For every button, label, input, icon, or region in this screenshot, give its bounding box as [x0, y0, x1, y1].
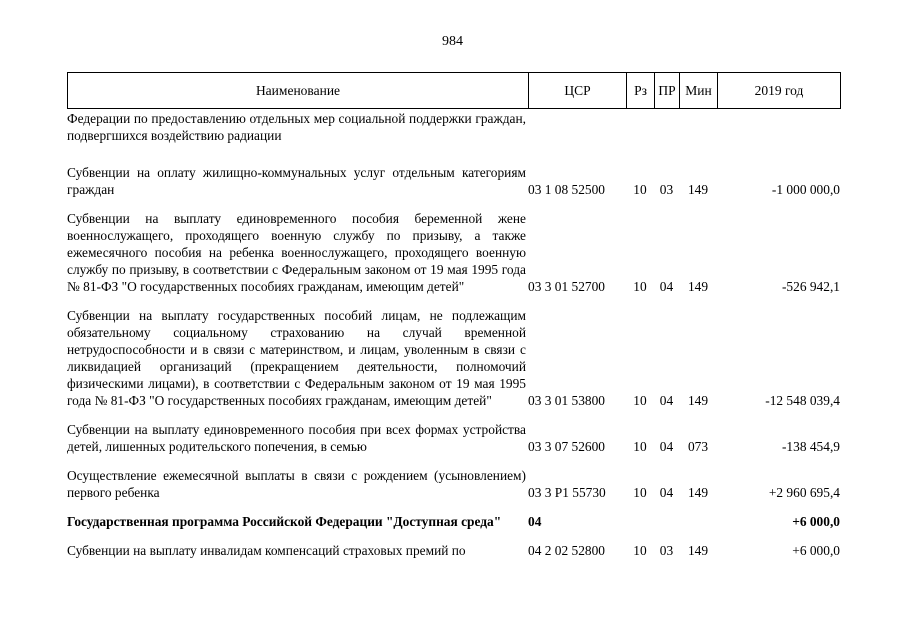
row-name: Субвенции на выплату государственных пособий лицам, не подлежащим обязательному социальному страхованию на случай временной нетрудоспособности и в связи с материнством, и лицам, уволенным в связи с ликвидацией организаций (прекращением деятельности, полномочий физическими лицами), в соответствии с Федеральным законом от 19 мая 1995 года № 81-ФЗ "О государственных пособиях гражданам, имеющим детей" — [67, 308, 526, 408]
row-pr: 04 — [659, 485, 674, 500]
row-rz: 10 — [633, 279, 647, 294]
header-pr: ПР — [655, 73, 680, 109]
table-row — [67, 307, 840, 409]
row-rz: 10 — [633, 439, 647, 454]
table-row — [67, 542, 840, 559]
row-min: 073 — [687, 439, 709, 454]
table-header — [67, 72, 841, 109]
header-min: Мин — [680, 73, 718, 109]
row-value: -138 454,9 — [781, 439, 840, 454]
row-name: Субвенции на оплату жилищно-коммунальных услуг отдельным категориям граждан — [67, 165, 526, 197]
row-name: Субвенции на выплату единовременного пособия беременной жене военнослужащего, проходящего военную службу по призыву, а также ежемесячного пособия на ребенка военнослужащего, проходящего военную службу по призыву, в соответствии с Федеральным законом от 19 мая 1995 года № 81-ФЗ "О государственных пособиях гражданам, имеющим детей" — [67, 211, 526, 294]
row-min: 149 — [687, 485, 709, 500]
header-year: 2019 год — [718, 73, 841, 109]
header-csr: ЦСР — [529, 73, 627, 109]
row-name: Государственная программа Российской Федерации "Доступная среда" — [67, 514, 502, 529]
row-min: 149 — [687, 182, 709, 197]
row-value: +6 000,0 — [792, 543, 840, 558]
row-rz: 10 — [633, 182, 647, 197]
row-name: Осуществление ежемесячной выплаты в связи с рождением (усыновлением) первого ребенка — [67, 468, 526, 500]
budget-rows — [67, 110, 840, 559]
row-csr: 04 — [528, 514, 542, 529]
row-value: +6 000,0 — [792, 514, 840, 529]
row-csr: 03 1 08 52500 — [528, 182, 605, 197]
row-value: +2 960 695,4 — [768, 485, 840, 500]
row-csr: 04 2 02 52800 — [528, 543, 605, 558]
row-min: 149 — [687, 393, 709, 408]
table-row — [67, 164, 840, 198]
header-rz: Рз — [627, 73, 655, 109]
row-pr: 04 — [659, 393, 674, 408]
row-rz: 10 — [633, 485, 647, 500]
row-min: 149 — [687, 543, 709, 558]
table-row — [67, 110, 840, 144]
table-row — [67, 210, 840, 295]
table-row-program — [67, 513, 840, 530]
row-pr: 03 — [659, 182, 674, 197]
row-name: Субвенции на выплату инвалидам компенсаций страховых премий по — [67, 543, 466, 558]
row-csr: 03 3 01 53800 — [528, 393, 605, 408]
table-row — [67, 467, 840, 501]
row-value: -1 000 000,0 — [771, 182, 840, 197]
row-min: 149 — [687, 279, 709, 294]
row-rz: 10 — [633, 543, 647, 558]
row-csr: 03 3 07 52600 — [528, 439, 605, 454]
row-value: -526 942,1 — [781, 279, 840, 294]
row-value: -12 548 039,4 — [765, 393, 840, 408]
row-pr: 04 — [659, 279, 674, 294]
header-name: Наименование — [68, 73, 529, 109]
page-number: 984 — [442, 34, 463, 49]
row-csr: 03 3 01 52700 — [528, 279, 605, 294]
row-csr: 03 3 P1 55730 — [528, 485, 606, 500]
row-rz: 10 — [633, 393, 647, 408]
row-pr: 04 — [659, 439, 674, 454]
row-name: Субвенции на выплату единовременного пособия при всех формах устройства детей, лишенных родительского попечения, в семью — [67, 422, 526, 454]
table-row — [67, 421, 840, 455]
row-pr: 03 — [659, 543, 674, 558]
row-name: Федерации по предоставлению отдельных мер социальной поддержки граждан, подвергшихся воздействию радиации — [67, 111, 526, 143]
